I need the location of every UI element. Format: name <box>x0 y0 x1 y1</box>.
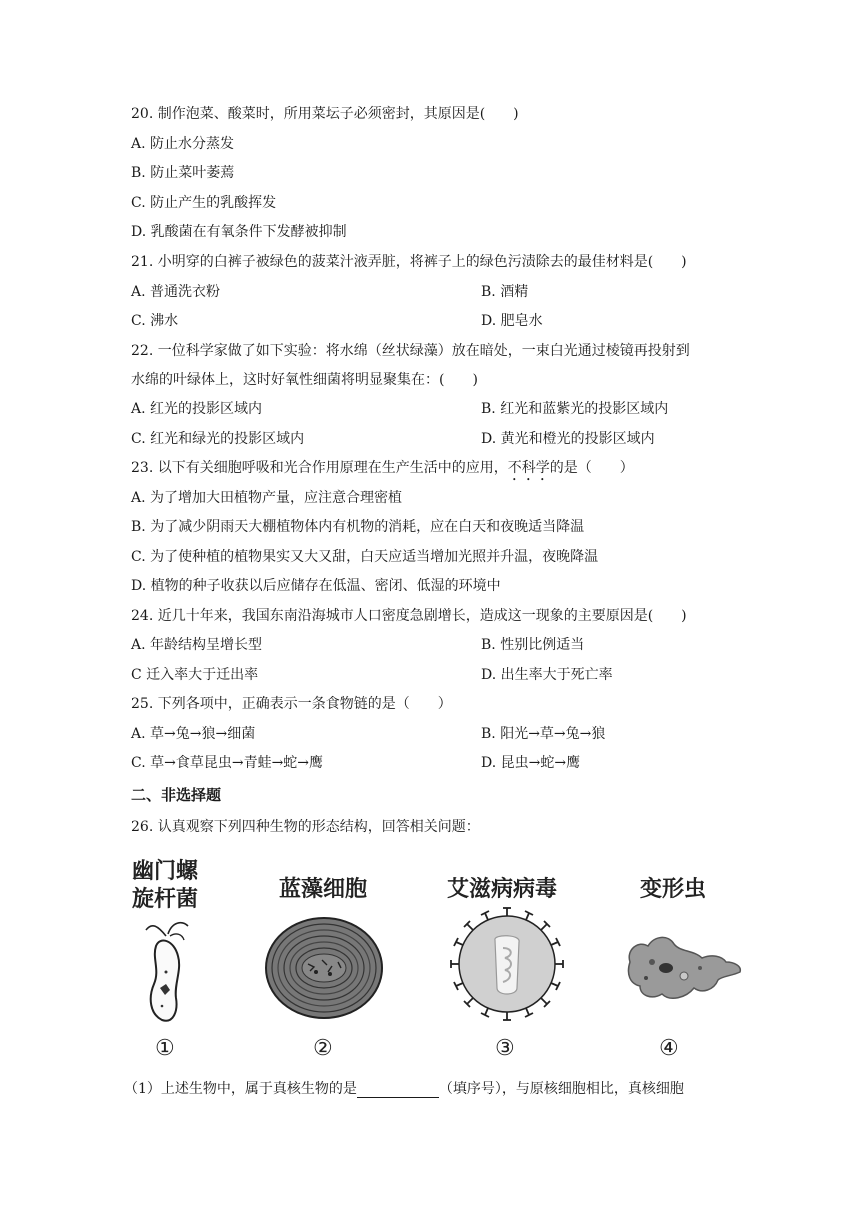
q26-stem: 26. 认真观察下列四种生物的形态结构，回答相关问题： <box>131 819 480 835</box>
organism-4-number: ④ <box>659 1036 679 1061</box>
q20-option-a: A. 防止水分蒸发 <box>131 136 235 152</box>
q25-stem: 25. 下列各项中，正确表示一条食物链的是（ ） <box>131 696 452 712</box>
q23-option-c: C. 为了使种植的植物果实又大又甜，白天应适当增加光照并升温，夜晚降温 <box>131 549 599 565</box>
q25-option-d: D. 昆虫→蛇→鹰 <box>481 755 581 771</box>
q23-stem-emphasis: 不科学 <box>507 460 550 476</box>
q21-option-b: B. 酒精 <box>481 284 529 300</box>
q24-option-c: C 迁入率大于迁出率 <box>131 667 259 683</box>
q23-stem-prefix: 23. 以下有关细胞呼吸和光合作用原理在生产生活中的应用， <box>131 460 508 476</box>
organism-1-label: 幽门螺 旋杆菌 <box>132 859 199 912</box>
organism-1-number: ① <box>155 1036 175 1061</box>
q22-option-c: C. 红光和绿光的投影区域内 <box>131 431 305 447</box>
q25-option-c: C. 草→食草昆虫→青蛙→蛇→鹰 <box>131 755 324 771</box>
organism-3-label: 艾滋病病毒 <box>447 877 558 902</box>
organism-2-label: 蓝藻细胞 <box>279 877 368 902</box>
q24-stem: 24. 近几十年来，我国东南沿海城市人口密度急剧增长，造成这一现象的主要原因是( ) <box>131 608 687 624</box>
q20-option-d: D. 乳酸菌在有氧条件下发酵被抑制 <box>131 224 347 240</box>
q22-option-a: A. 红光的投影区域内 <box>131 401 263 417</box>
q25-option-b: B. 阳光→草→兔→狼 <box>481 726 606 742</box>
organism-4-label: 变形虫 <box>640 877 707 902</box>
q24-option-d: D. 出生率大于死亡率 <box>481 667 613 683</box>
q26-sub1 <box>124 1080 684 1098</box>
q22-option-b: B. 红光和蓝紫光的投影区域内 <box>481 401 669 417</box>
amoeba-image <box>622 932 746 1008</box>
q26-sub1-prefix: （1）上述生物中，属于真核生物的是 <box>124 1081 357 1097</box>
q23-option-b: B. 为了减少阴雨天大棚植物体内有机物的消耗，应在白天和夜晚适当降温 <box>131 519 585 535</box>
q20-option-b: B. 防止菜叶萎蔫 <box>131 165 235 181</box>
q22-stem-line2: 水绵的叶绿体上，这时好氧性细菌将明显聚集在：( ) <box>131 372 478 388</box>
q23-option-d: D. 植物的种子收获以后应储存在低温、密闭、低湿的环境中 <box>131 578 501 594</box>
organism-2-number: ② <box>313 1036 333 1061</box>
organism-3-number: ③ <box>495 1036 515 1061</box>
hiv-virus-image <box>447 904 567 1024</box>
q21-stem: 21. 小明穿的白裤子被绿色的菠菜汁液弄脏，将裤子上的绿色污渍除去的最佳材料是( ) <box>131 254 687 270</box>
q26-sub1-suffix: （填序号），与原核细胞相比，真核细胞 <box>438 1081 684 1097</box>
q24-option-b: B. 性别比例适当 <box>481 637 585 653</box>
q25-option-a: A. 草→兔→狼→细菌 <box>131 726 256 742</box>
helicobacter-image <box>138 918 198 1028</box>
q24-option-a: A. 年龄结构呈增长型 <box>131 637 263 653</box>
q23-stem-suffix: 的是（ ） <box>549 460 634 476</box>
q21-option-a: A. 普通洗衣粉 <box>131 284 221 300</box>
q21-option-d: D. 肥皂水 <box>481 313 543 329</box>
q23-option-a: A. 为了增加大田植物产量，应注意合理密植 <box>131 490 403 506</box>
answer-blank[interactable] <box>357 1083 439 1098</box>
cyanobacteria-image <box>262 914 386 1022</box>
q23-stem <box>131 459 634 484</box>
q20-stem: 20. 制作泡菜、酸菜时，所用菜坛子必须密封，其原因是( ) <box>131 106 519 122</box>
q22-stem-line1: 22. 一位科学家做了如下实验：将水绵（丝状绿藻）放在暗处，一束白光通过棱镜再投射到 <box>131 343 690 359</box>
q21-option-c: C. 沸水 <box>131 313 179 329</box>
q22-option-d: D. 黄光和橙光的投影区域内 <box>481 431 655 447</box>
q20-option-c: C. 防止产生的乳酸挥发 <box>131 195 277 211</box>
section-heading: 二、非选择题 <box>131 786 222 804</box>
